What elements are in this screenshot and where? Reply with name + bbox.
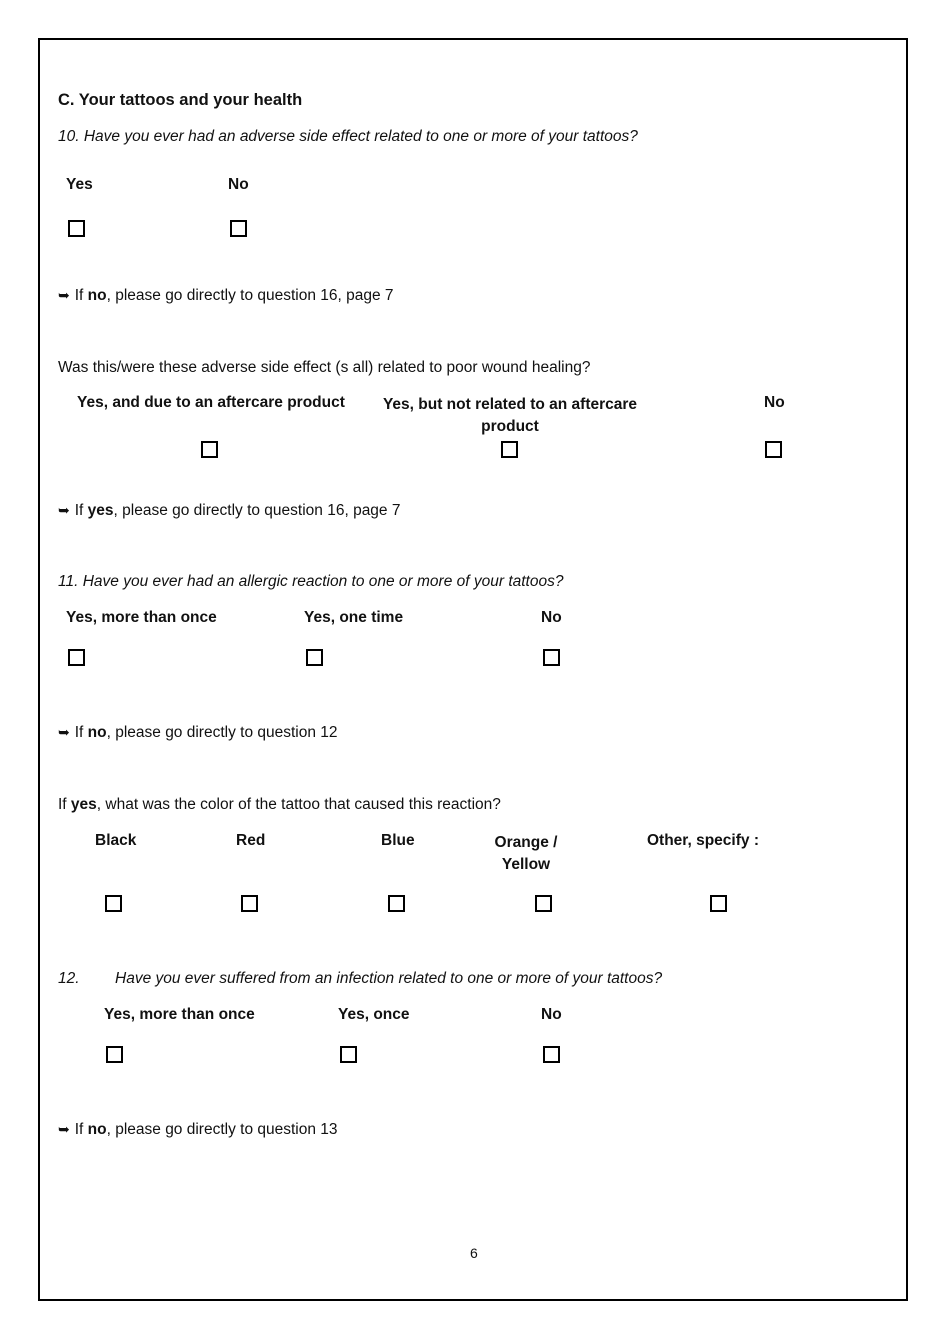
section-heading: C. Your tattoos and your health <box>58 91 303 109</box>
q10-skip-rest: , please go directly to question 16, page 7 <box>106 287 394 304</box>
question-11b <box>58 796 501 814</box>
question-12-number: 12. <box>58 970 80 987</box>
q11-skip-keyword: no <box>87 724 107 741</box>
question-11: 11. Have you ever had an allergic reaction to one or more of your tattoos? <box>58 573 564 590</box>
q10b-skip-prefix: If <box>74 502 88 519</box>
q10b-option-no-label: No <box>764 394 785 411</box>
q10-option-yes-label: Yes <box>66 176 93 193</box>
arrow-right-icon: ➥ <box>58 287 70 303</box>
q11-more-than-once-checkbox[interactable] <box>68 649 85 666</box>
arrow-right-icon: ➥ <box>58 724 70 740</box>
q11b-option-blue-label: Blue <box>381 832 415 849</box>
q11-skip-note <box>58 724 338 742</box>
question-12: Have you ever suffered from an infection related to one or more of your tattoos? <box>115 970 663 987</box>
q10b-no-checkbox[interactable] <box>765 441 782 458</box>
q11b-keyword: yes <box>70 796 97 813</box>
q10b-skip-keyword: yes <box>87 502 114 519</box>
q12-no-checkbox[interactable] <box>543 1046 560 1063</box>
page-frame <box>38 38 908 1301</box>
page-number: 6 <box>470 1245 478 1261</box>
q10b-option-not-aftercare-label: Yes, but not related to an aftercare product <box>382 396 638 435</box>
q11b-blue-checkbox[interactable] <box>388 895 405 912</box>
q11-option-no-label: No <box>541 609 562 626</box>
q11b-black-checkbox[interactable] <box>105 895 122 912</box>
q10-skip-prefix: If <box>74 287 88 304</box>
q10-skip-keyword: no <box>87 287 107 304</box>
q11b-orange-yellow-checkbox[interactable] <box>535 895 552 912</box>
q10-skip-note <box>58 287 394 305</box>
q12-once-checkbox[interactable] <box>340 1046 357 1063</box>
q11-option-more-than-once-label: Yes, more than once <box>66 609 217 626</box>
q12-skip-rest: , please go directly to question 13 <box>106 1121 338 1138</box>
q11b-prefix: If <box>58 796 71 813</box>
q11-skip-prefix: If <box>74 724 88 741</box>
q12-skip-note <box>58 1121 338 1139</box>
q11-skip-rest: , please go directly to question 12 <box>106 724 338 741</box>
q12-option-more-than-once-label: Yes, more than once <box>104 1006 255 1023</box>
q10b-skip-note <box>58 502 400 520</box>
q11-option-one-time-label: Yes, one time <box>304 609 404 626</box>
q10-no-checkbox[interactable] <box>230 220 247 237</box>
q11b-other-checkbox[interactable] <box>710 895 727 912</box>
q12-skip-prefix: If <box>74 1121 88 1138</box>
q12-skip-keyword: no <box>87 1121 107 1138</box>
q11b-red-checkbox[interactable] <box>241 895 258 912</box>
arrow-right-icon: ➥ <box>58 502 70 518</box>
q10b-skip-rest: , please go directly to question 16, page 7 <box>113 502 401 519</box>
q11b-option-other-label: Other, specify : <box>647 832 759 849</box>
q11-one-time-checkbox[interactable] <box>306 649 323 666</box>
q12-option-once-label: Yes, once <box>338 1006 410 1023</box>
q10b-aftercare-checkbox[interactable] <box>201 441 218 458</box>
q12-more-than-once-checkbox[interactable] <box>106 1046 123 1063</box>
question-10: 10. Have you ever had an adverse side effect related to one or more of your tattoos? <box>58 128 638 145</box>
q10-yes-checkbox[interactable] <box>68 220 85 237</box>
q11b-option-black-label: Black <box>95 832 137 849</box>
question-10b: Was this/were these adverse side effect (s all) related to poor wound healing? <box>58 359 591 376</box>
q11b-option-red-label: Red <box>236 832 266 849</box>
q11-no-checkbox[interactable] <box>543 649 560 666</box>
q10b-not-aftercare-checkbox[interactable] <box>501 441 518 458</box>
q10b-option-aftercare-label: Yes, and due to an aftercare product <box>77 394 345 411</box>
q12-option-no-label: No <box>541 1006 562 1023</box>
arrow-right-icon: ➥ <box>58 1121 70 1137</box>
q11b-question-rest: , what was the color of the tattoo that caused this reaction? <box>96 796 501 813</box>
q10-option-no-label: No <box>228 176 249 193</box>
q11b-option-orange-yellow-label: Orange / Yellow <box>494 834 558 873</box>
